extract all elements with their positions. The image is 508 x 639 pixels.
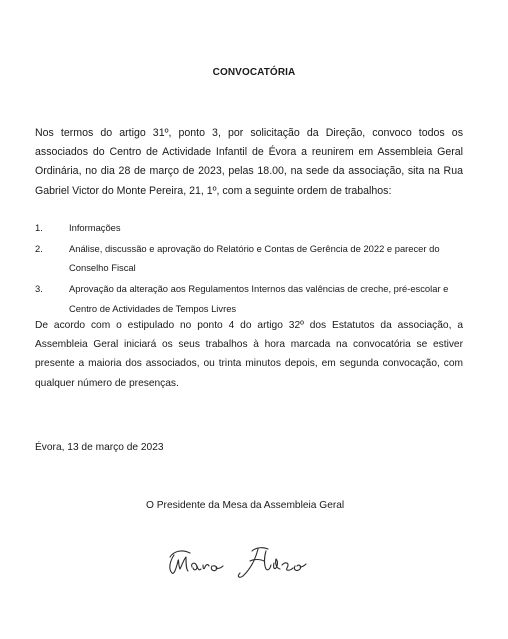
agenda-item [35,279,455,318]
agenda-item [35,239,455,278]
signatory-title: O Presidente da Mesa da Assembleia Geral [146,500,345,511]
agenda-item-number: 1. [35,222,43,233]
agenda-item-text: Informações [69,222,121,233]
agenda-item-number: 3. [35,283,43,295]
date-place: Évora, 13 de março de 2023 [35,442,164,453]
agenda-list [35,218,455,320]
closing-paragraph: De acordo com o estipulado no ponto 4 do artigo 32º dos Estatutos da associação, a Assembleia Geral iniciará os seus trabalhos à hora marcada na convocatória se estiver presente a maioria dos associados, ou trinta minutos depois, em segunda convocação, com qualquer número de presenças. [35,320,463,389]
handwritten-signature [160,535,335,585]
document-title: CONVOCATÓRIA [212,67,296,78]
agenda-item [35,218,455,238]
agenda-item-number: 2. [35,242,43,254]
agenda-item-text: Análise, discussão e aprovação do Relatório e Contas de Gerência de 2022 e parecer do Conselho Fiscal [69,242,440,274]
intro-paragraph: Nos termos do artigo 31º, ponto 3, por solicitação da Direção, convoco todos os associados do Centro de Actividade Infantil de Évora a reunirem em Assembleia Geral Ordinária, no dia 28 de março de 2023, pelas 18.00, na sede da associação, sita na Rua Gabriel Victor do Monte Pereira, 21, 1º, com a seguinte ordem de trabalhos: [35,127,463,197]
agenda-item-text: Aprovação da alteração aos Regulamentos Internos das valências de creche, pré-escolar e Centro de Actividades de Tempos Livres [69,283,449,314]
